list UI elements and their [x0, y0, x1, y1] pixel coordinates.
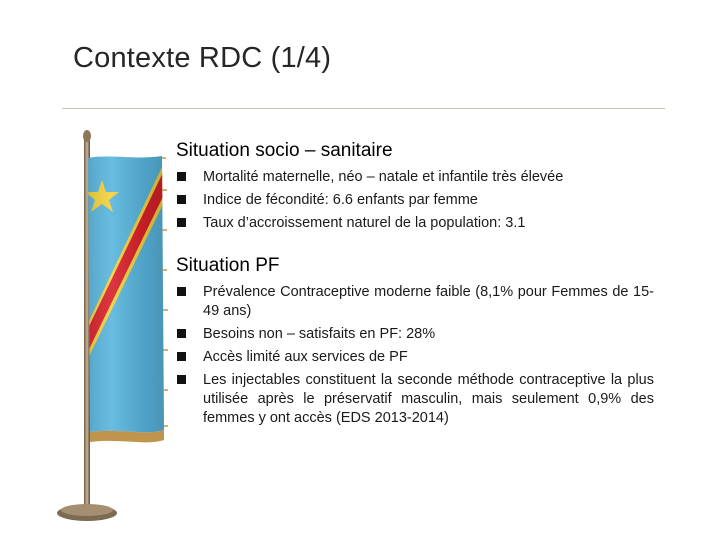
bullet-list-socio-sanitaire: [176, 168, 654, 233]
square-bullet-icon: [177, 195, 186, 204]
list-item: [176, 214, 654, 233]
list-item: [176, 168, 654, 187]
list-item: [176, 348, 654, 367]
list-item: [176, 325, 654, 344]
slide-content: [176, 140, 654, 432]
bullet-text: Indice de fécondité: 6.6 enfants par femme: [203, 192, 478, 208]
section-title-socio-sanitaire: Situation socio – sanitaire: [176, 140, 393, 161]
square-bullet-icon: [177, 352, 186, 361]
list-item: [176, 283, 654, 321]
square-bullet-icon: [177, 375, 186, 384]
bullet-text: Les injectables constituent la seconde méthode contraceptive la plus utilisée après le préservatif masculin, mais seulement 0,9% des femmes y ont accès (EDS 2013-2014): [203, 372, 654, 426]
bullet-text: Mortalité maternelle, néo – natale et infantile très élevée: [203, 169, 564, 185]
list-item: [176, 191, 654, 210]
list-item: [176, 371, 654, 428]
square-bullet-icon: [177, 329, 186, 338]
bullet-list-situation-pf: [176, 283, 654, 428]
square-bullet-icon: [177, 172, 186, 181]
drc-flag-image: [50, 130, 170, 525]
square-bullet-icon: [177, 287, 186, 296]
title-divider: [62, 108, 665, 109]
bullet-text: Taux d’accroissement naturel de la population: 3.1: [203, 215, 526, 231]
bullet-text: Prévalence Contraceptive moderne faible (8,1% pour Femmes de 15-49 ans): [203, 284, 654, 319]
section-title-situation-pf: Situation PF: [176, 255, 280, 276]
slide-title: Contexte RDC (1/4): [73, 42, 332, 74]
square-bullet-icon: [177, 218, 186, 227]
bullet-text: Accès limité aux services de PF: [203, 349, 408, 365]
bullet-text: Besoins non – satisfaits en PF: 28%: [203, 326, 436, 342]
